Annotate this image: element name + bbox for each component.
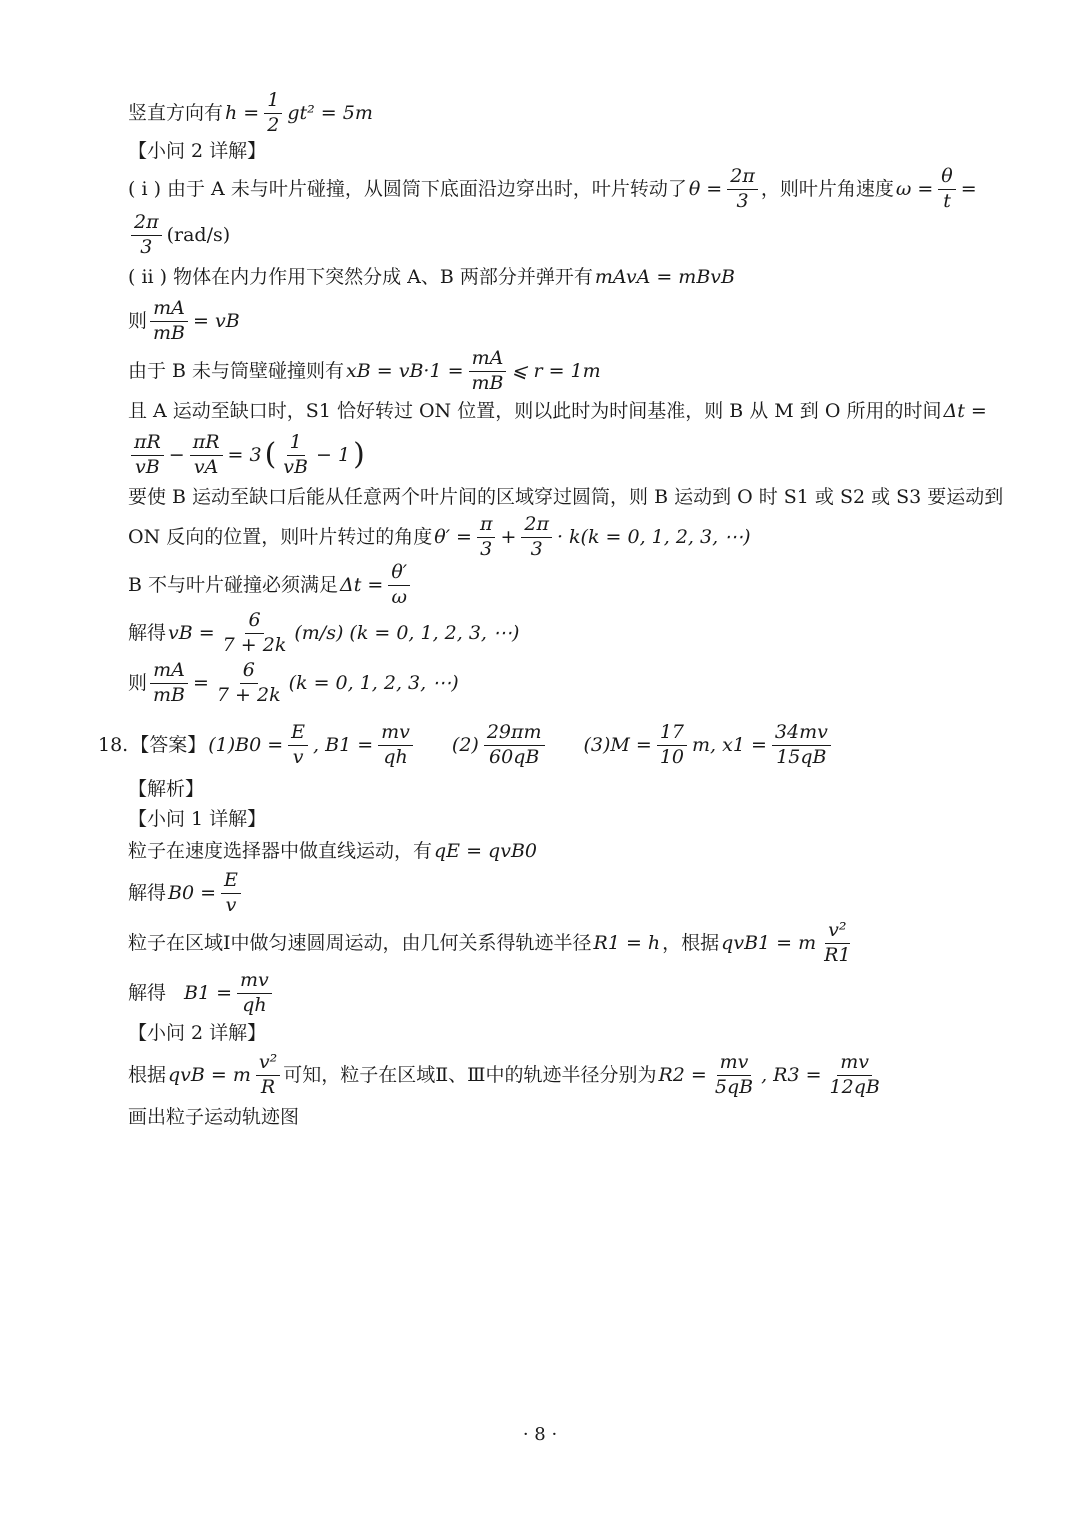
question-number: 18. (98, 733, 129, 756)
fraction (190, 432, 223, 479)
math: xB = vB·1 = (346, 359, 464, 382)
denominator: t (943, 189, 951, 212)
heading-text: 【解析】 (128, 778, 205, 800)
heading-text: 【小问 2 详解】 (128, 140, 267, 162)
denominator: R (260, 1075, 276, 1098)
math: θ′ = (434, 525, 472, 548)
answer-label: 【答案】 (130, 733, 207, 756)
numerator: v² (256, 1052, 280, 1076)
text: 解得 (128, 621, 167, 644)
line-vertical-height (128, 90, 984, 137)
text: ( ii ) 物体在内力作用下突然分成 A、B 两部分并弹开有 (128, 266, 593, 288)
numerator: mA (469, 348, 507, 372)
math: qvB = m (168, 1063, 251, 1086)
denominator: v (225, 893, 237, 916)
section-heading (128, 808, 984, 831)
fraction (131, 212, 162, 259)
text: 则 (128, 309, 148, 332)
fraction (150, 298, 188, 345)
numerator: π (477, 514, 496, 538)
text: ( i ) 由于 A 未与叶片碰撞，从圆筒下底面沿边穿出时，叶片转动了 (128, 177, 687, 200)
text: 粒子在区域Ⅰ中做匀速圆周运动，由几何关系得轨迹半径 (128, 931, 592, 954)
heading-text: 【小问 2 详解】 (128, 1022, 267, 1044)
math: = 3 (227, 443, 262, 466)
fraction (131, 432, 164, 479)
page-number: · 8 · (522, 1424, 558, 1445)
line-part-ii (128, 266, 984, 289)
fraction (221, 870, 241, 917)
math: Δt = (943, 400, 987, 422)
denominator: 7 + 2k (216, 683, 281, 706)
fraction (237, 970, 272, 1017)
line-solve-b1 (128, 970, 984, 1017)
heading-text: 【小问 1 详解】 (128, 808, 267, 830)
fraction (477, 514, 496, 561)
numerator: mv (717, 1052, 752, 1076)
denominator: mB (153, 321, 185, 344)
line-no-collision (128, 562, 984, 609)
math: m, x1 = (692, 733, 767, 756)
numerator: πR (190, 432, 223, 456)
math: (1)B0 = (208, 733, 284, 756)
denominator: vB (135, 455, 160, 478)
math: (3)M = (583, 733, 652, 756)
math: h = (225, 101, 260, 124)
denominator: 3 (480, 537, 493, 560)
line-delta-t (128, 432, 984, 479)
line-rotation-angle (128, 514, 984, 561)
text: B 不与叶片碰撞必须满足 (128, 573, 339, 596)
math: ω = (895, 177, 934, 200)
unit: (rad/s) (166, 223, 231, 246)
fraction (150, 660, 188, 707)
numerator: v² (825, 920, 849, 944)
math: (k = 0, 1, 2, 3, ⋯) (288, 671, 459, 694)
paren-open: ( (264, 437, 277, 473)
line-draw-trajectory (128, 1106, 984, 1129)
denominator: 10 (659, 745, 685, 768)
fraction (214, 660, 284, 707)
line-angular-velocity (128, 212, 984, 259)
text: 画出粒子运动轨迹图 (128, 1106, 300, 1128)
line-part-i (128, 166, 984, 213)
math: − 1 (316, 443, 351, 466)
text: 粒子在速度选择器中做直线运动，有 (128, 840, 433, 862)
line-displacement (128, 348, 984, 395)
text: 且 A 运动至缺口时，S1 恰好转过 ON 位置，则以此时为时间基准，则 B 从 M 到 O 所用的时间 (128, 400, 942, 422)
line-mass-ratio-result (128, 660, 984, 707)
text: 要使 B 运动至缺口后能从任意两个叶片间的区域穿过圆筒，则 B 运动到 O 时 S1 或 S2 或 S3 要运动到 (128, 486, 1004, 508)
numerator: mA (150, 298, 188, 322)
math: R1 = h (593, 931, 661, 954)
fraction (484, 722, 545, 769)
numerator: E (221, 870, 241, 894)
denominator: 3 (140, 235, 153, 258)
math: (2) (451, 733, 479, 756)
math: ⩽ r = 1m (511, 359, 601, 382)
line-time-basis (128, 400, 987, 423)
fraction (772, 722, 831, 769)
text: 可知，粒子在区域Ⅱ、Ⅲ中的轨迹半径分别为 (283, 1063, 657, 1086)
numerator: 17 (657, 722, 687, 746)
fraction (388, 562, 410, 609)
fraction (220, 610, 290, 657)
math: vB = (168, 621, 215, 644)
math: · k(k = 0, 1, 2, 3, ⋯) (556, 525, 751, 548)
math: , B1 = (313, 733, 374, 756)
fraction (827, 1052, 883, 1099)
math: = (960, 177, 977, 200)
text: 由于 B 未与筒壁碰撞则有 (128, 359, 345, 382)
section-heading (128, 140, 984, 163)
answer-18 (96, 722, 984, 769)
math: = vB (193, 309, 240, 332)
numerator: mv (837, 1052, 872, 1076)
fraction (712, 1052, 756, 1099)
fraction (378, 722, 413, 769)
math: B1 = (184, 981, 233, 1004)
fraction (521, 514, 552, 561)
denominator: 3 (530, 537, 543, 560)
line-velocity-selector (128, 840, 984, 863)
line-mass-ratio (128, 298, 984, 345)
denominator: mB (471, 371, 504, 394)
math: R2 = (658, 1063, 707, 1086)
denominator: qh (242, 993, 267, 1016)
numerator: 1 (264, 90, 282, 114)
text: ON 反向的位置，则叶片转过的角度 (128, 525, 433, 548)
fraction (727, 166, 758, 213)
text: 则 (128, 671, 148, 694)
denominator: 12qB (829, 1075, 880, 1098)
line-solve-b0 (128, 870, 984, 917)
fraction (280, 432, 311, 479)
line-radii (128, 1052, 984, 1099)
numerator: 1 (287, 432, 305, 456)
math: − (168, 443, 185, 466)
math: qE = qvB0 (434, 840, 537, 862)
denominator: 7 + 2k (222, 633, 287, 656)
fraction (821, 920, 853, 967)
numerator: E (288, 722, 308, 746)
numerator: 2π (521, 514, 552, 538)
numerator: 2π (727, 166, 758, 190)
fraction (256, 1052, 280, 1099)
math: B0 = (168, 881, 217, 904)
fraction (288, 722, 308, 769)
numerator: mA (150, 660, 188, 684)
numerator: 6 (245, 610, 263, 634)
numerator: 34mv (772, 722, 831, 746)
text: 竖直方向有 (128, 101, 224, 124)
fraction (657, 722, 687, 769)
denominator: qh (383, 745, 408, 768)
fraction (264, 90, 282, 137)
numerator: θ (938, 166, 955, 190)
text: 解得 (128, 981, 167, 1004)
text: 根据 (128, 1063, 167, 1086)
math: + (500, 525, 517, 548)
numerator: 29πm (484, 722, 545, 746)
math: (m/s) (k = 0, 1, 2, 3, ⋯) (294, 621, 520, 644)
text: 解得 (128, 881, 167, 904)
numerator: 2π (131, 212, 162, 236)
denominator: 2 (267, 113, 280, 136)
fraction (938, 166, 955, 213)
paren-close: ) (353, 437, 365, 473)
numerator: mv (237, 970, 272, 994)
analysis-heading (128, 778, 984, 801)
text: ，根据 (662, 931, 720, 954)
denominator: mB (153, 683, 185, 706)
denominator: 60qB (489, 745, 540, 768)
denominator: vB (283, 455, 308, 478)
line-region-1 (128, 920, 984, 967)
denominator: 15qB (776, 745, 827, 768)
fraction (469, 348, 507, 395)
math: = (193, 671, 209, 694)
math: mAvA = mBvB (594, 266, 735, 288)
numerator: 6 (240, 660, 258, 684)
math: gt² = 5m (287, 101, 373, 124)
denominator: 5qB (714, 1075, 754, 1098)
denominator: vA (193, 455, 219, 478)
numerator: πR (131, 432, 164, 456)
math: θ = (688, 177, 723, 200)
math: Δt = (340, 573, 384, 596)
section-heading (128, 1022, 984, 1045)
denominator: R1 (824, 943, 851, 966)
denominator: ω (391, 585, 407, 608)
math: qvB1 = m (721, 931, 817, 954)
text: ，则叶片角速度 (760, 177, 894, 200)
denominator: 3 (736, 189, 749, 212)
numerator: mv (378, 722, 413, 746)
line-solve-vb (128, 610, 984, 657)
math: , R3 = (761, 1063, 822, 1086)
line-gap-condition (128, 486, 1004, 509)
numerator: θ′ (388, 562, 410, 586)
denominator: v (292, 745, 304, 768)
